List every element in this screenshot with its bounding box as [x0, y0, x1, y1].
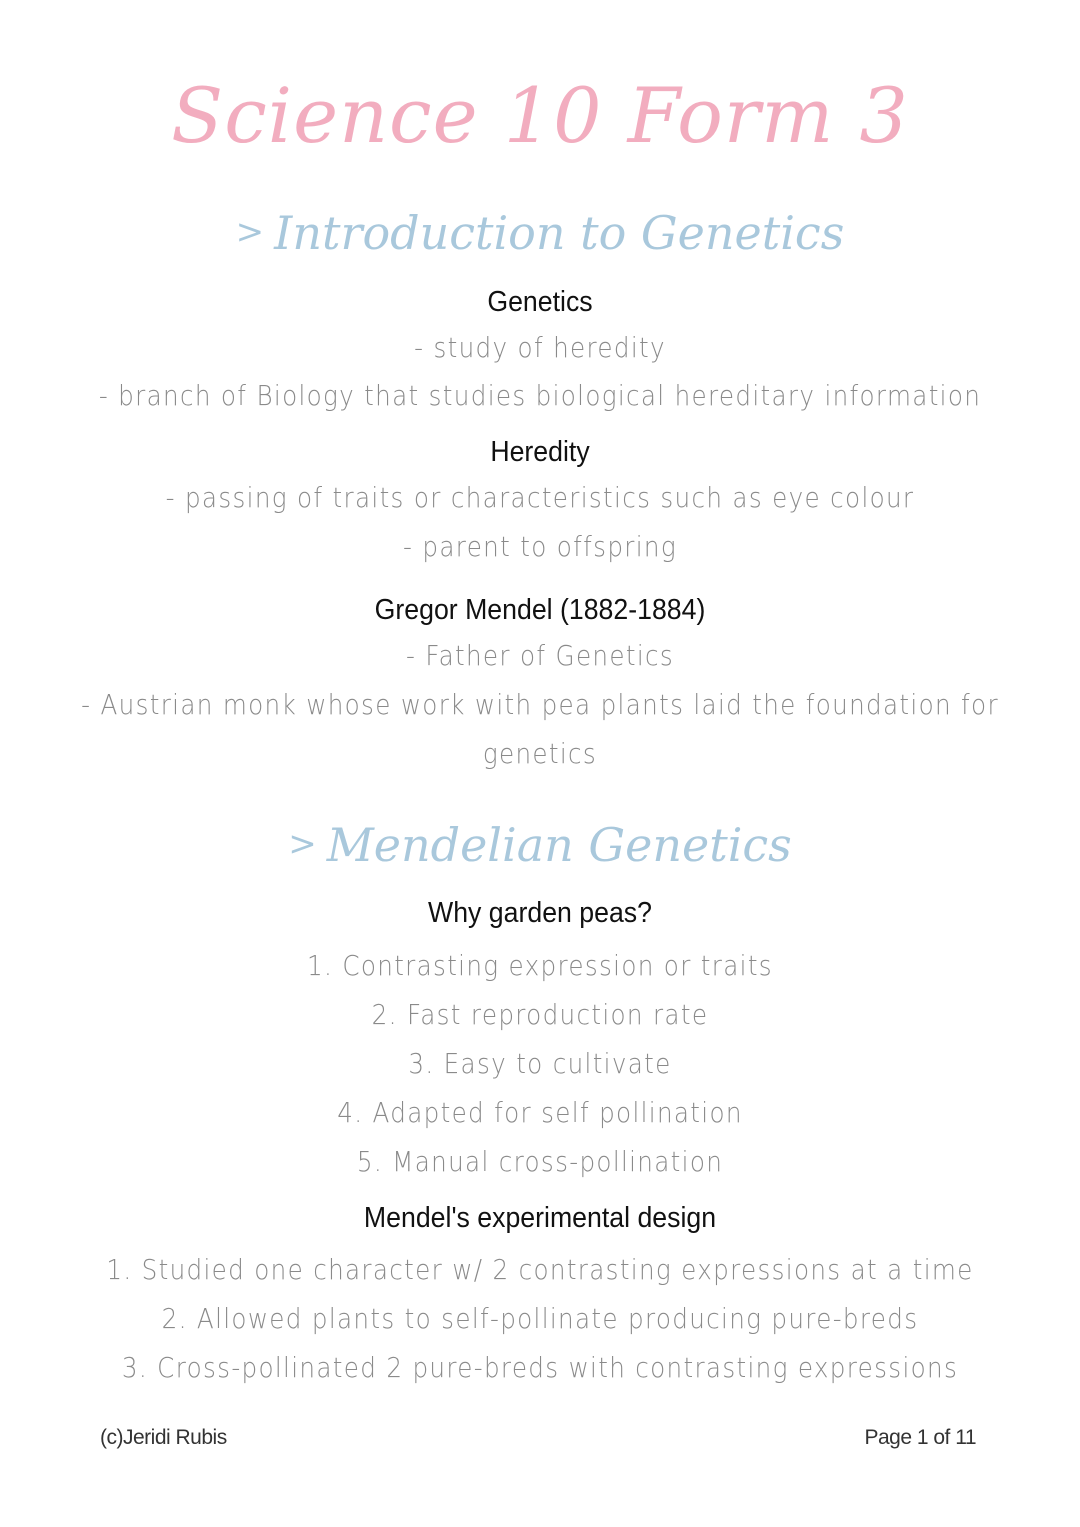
page-title: Science 10 Form 3 [171, 71, 909, 160]
definition-line: genetics [482, 737, 598, 770]
list-item: 3. Cross-pollinated 2 pure-breds with contrasting expressions [121, 1351, 959, 1384]
list-item: 5. Manual cross-pollination [356, 1145, 724, 1178]
term-gregor-mendel: Gregor Mendel (1882-1884) [374, 594, 706, 626]
term-heredity: Heredity [490, 436, 590, 468]
footer-copyright: (c)Jeridi Rubis [100, 1426, 227, 1449]
list-item: 1. Contrasting expression or traits [307, 949, 773, 982]
term-experimental-design: Mendel's experimental design [363, 1202, 717, 1234]
list-item: 1. Studied one character w/ 2 contrasting expressions at a time [106, 1253, 974, 1286]
term-why-garden-peas: Why garden peas? [428, 897, 652, 929]
list-item: 2. Allowed plants to self-pollinate producing pure-breds [161, 1302, 919, 1335]
section-heading-text: Mendelian Genetics [326, 818, 792, 872]
section-heading-introduction [0, 206, 1080, 260]
section-heading-text: Introduction to Genetics [274, 206, 845, 260]
definition-line: - study of heredity [414, 331, 666, 364]
footer-page-number: Page 1 of 11 [864, 1426, 976, 1449]
list-item: 3. Easy to cultivate [408, 1047, 672, 1080]
definition-line: - parent to offspring [403, 530, 677, 563]
arrow-marker: > [235, 212, 265, 252]
term-genetics: Genetics [487, 286, 593, 318]
section-heading-mendelian [0, 818, 1080, 872]
definition-line: - passing of traits or characteristics such as eye colour [165, 481, 915, 514]
list-item: 4. Adapted for self pollination [337, 1096, 743, 1129]
arrow-marker: > [288, 824, 317, 864]
definition-line: - Father of Genetics [405, 639, 675, 672]
definition-line: - branch of Biology that studies biological hereditary information [98, 379, 982, 412]
list-item: 2. Fast reproduction rate [371, 998, 709, 1031]
definition-line: - Austrian monk whose work with pea plants laid the foundation for [81, 688, 999, 721]
